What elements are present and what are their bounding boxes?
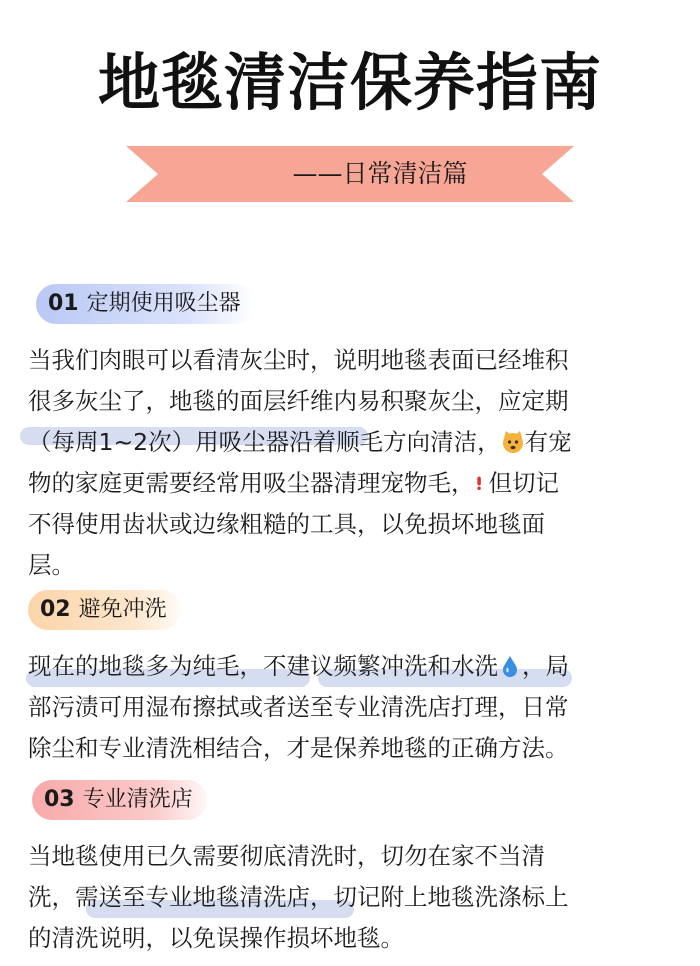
body-line: 不得使用齿状或边缘粗糙的工具，以免损坏地毯面 [28, 510, 545, 538]
section-heading-2 [28, 590, 181, 630]
body-line: ，局 [522, 652, 569, 680]
exclamation-icon [475, 471, 489, 495]
water-drop-icon [498, 654, 522, 678]
body-line: 有宠 [524, 428, 572, 456]
cat-emoji-icon [501, 430, 525, 454]
section-number: 03 [44, 787, 75, 812]
page-title: 地毯清洁保养指南 [97, 46, 602, 119]
body-line: 洗，需送至专业地毯清洗店，切记附上地毯洗涤标上 [28, 883, 569, 911]
body-line: 但切记 [488, 469, 559, 497]
body-line: 很多灰尘了，地毯的面层纤维内易积聚灰尘，应定期 [28, 387, 569, 415]
section-title: 定期使用吸尘器 [86, 291, 241, 316]
section-number: 01 [48, 291, 79, 316]
section-heading-3 [32, 780, 207, 820]
body-line: 部污渍可用湿布擦拭或者送至专业清洗店打理，日常 [28, 693, 569, 721]
body-line: （每周1~2次）用吸尘器沿着顺毛方向清洁， [28, 428, 501, 456]
body-line: 除尘和专业清洗相结合，才是保养地毯的正确方法。 [28, 734, 569, 762]
section-body-3 [28, 836, 668, 959]
section-title: 专业清洗店 [82, 787, 193, 812]
section-heading-1 [36, 284, 255, 324]
section-body-2 [28, 646, 668, 769]
subtitle-banner [126, 146, 574, 202]
subtitle: ——日常清洁篇 [292, 159, 468, 188]
section-title: 避免冲洗 [78, 597, 167, 622]
body-line: 的清洗说明，以免误操作损坏地毯。 [28, 924, 404, 952]
body-line: 当地毯使用已久需要彻底清洗时，切勿在家不当清 [28, 842, 545, 870]
body-line: 现在的地毯多为纯毛，不建议频繁冲洗和水洗 [28, 652, 498, 680]
section-number: 02 [40, 597, 71, 622]
body-line: 物的家庭更需要经常用吸尘器清理宠物毛， [28, 469, 475, 497]
section-body-1 [28, 340, 668, 586]
body-line: 层。 [28, 551, 75, 579]
body-line: 当我们肉眼可以看清灰尘时，说明地毯表面已经堆积 [28, 346, 569, 374]
